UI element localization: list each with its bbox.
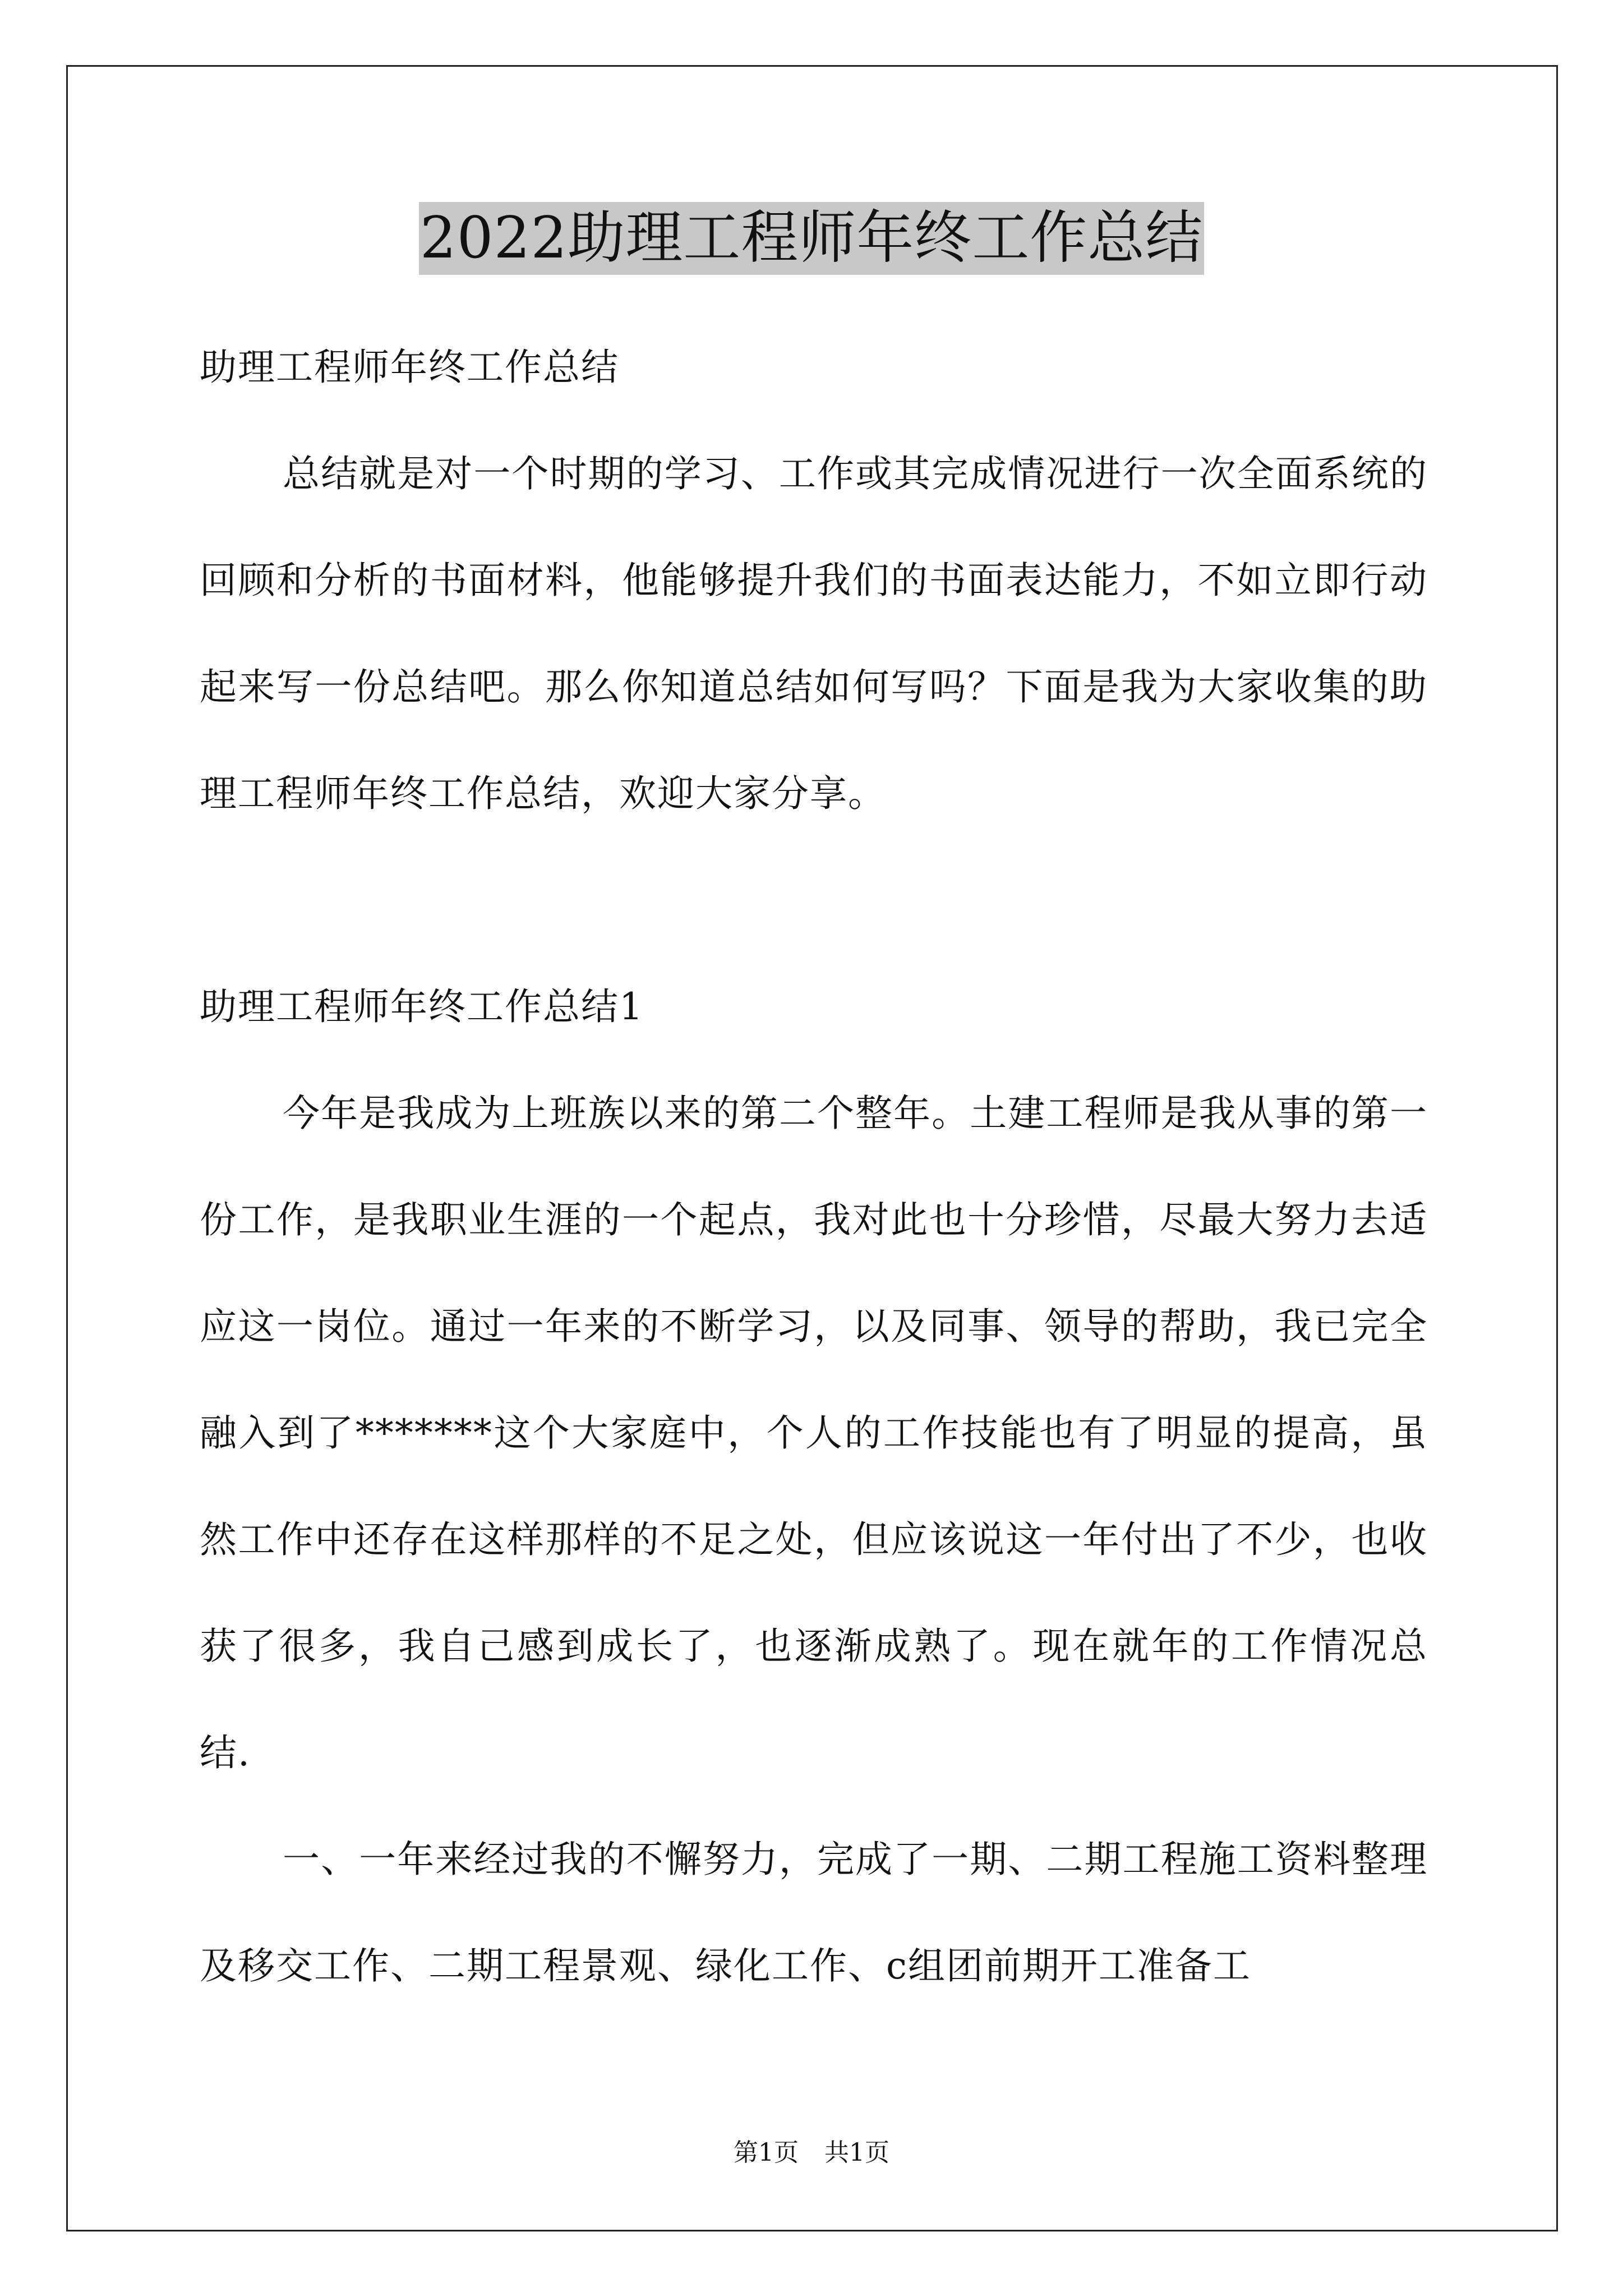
- document-title: 2022助理工程师年终工作总结: [419, 202, 1205, 275]
- page-footer: [0, 2136, 1623, 2170]
- section-heading: 助理工程师年终工作总结1: [200, 985, 644, 1028]
- title-container: [0, 202, 1623, 275]
- paragraph-gap: [200, 847, 1428, 954]
- document-subtitle: 助理工程师年终工作总结: [200, 346, 619, 389]
- page-total: 共1页: [824, 2138, 889, 2167]
- intro-paragraph: 总结就是对一个时期的学习、工作或其完成情况进行一次全面系统的回顾和分析的书面材料，他能够提升我们的书面表达能力，不如立即行动起来写一份总结吧。那么你知道总结如何写吗？下面是我为大家收集的助理工程师年终工作总结，欢迎大家分享。: [200, 452, 1428, 815]
- document-body: [200, 314, 1428, 2019]
- body-paragraph-1: 今年是我成为上班族以来的第二个整年。土建工程师是我从事的第一份工作，是我职业生涯的一个起点，我对此也十分珍惜，尽最大努力去适应这一岗位。通过一年来的不断学习，以及同事、领导的帮助，我已完全融入到了*******这个大家庭中，个人的工作技能也有了明显的提高，虽然工作中还存在这样那样的不足之处，但应该说这一年付出了不少，也收获了很多，我自己感到成长了，也逐渐成熟了。现在就年的工作情况总结.: [200, 1092, 1428, 1774]
- page-current: 第1页: [734, 2138, 799, 2167]
- body-paragraph-2: 一、一年来经过我的不懈努力，完成了一期、二期工程施工资料整理及移交工作、二期工程景观、绿化工作、c组团前期开工准备工: [200, 1838, 1428, 1987]
